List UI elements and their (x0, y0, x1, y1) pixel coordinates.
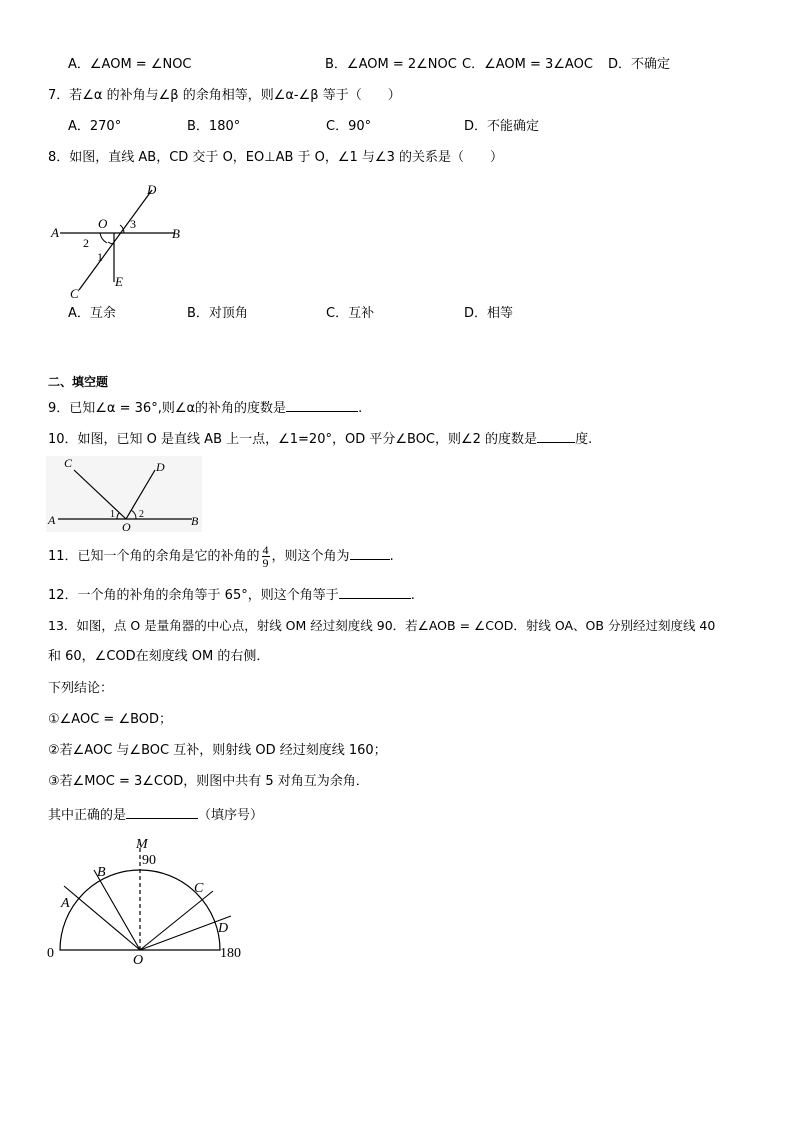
q13-conclusion-2: ②若∠AOC 与∠BOC 互补，则射线 OD 经过刻度线 160； (48, 743, 387, 758)
section-title: 二、填空题 (48, 375, 109, 389)
label-c: C (70, 286, 79, 301)
label-b: B (172, 226, 180, 241)
q13-line-1: 13．如图，点 O 是量角器的中心点，射线 OM 经过刻度线 90．若∠AOB = ∠COD．射线 OA、OB 分别经过刻度线 40 (48, 618, 716, 633)
label-d: D (218, 921, 229, 936)
q8-option-c: C．互补 (326, 306, 375, 321)
q13-answer-hint: （填序号） (198, 808, 264, 823)
q8-option-d: D．相等 (464, 306, 514, 321)
q13-conclusion-3: ③若∠MOC = 3∠COD，则图中共有 5 对角互为余角． (48, 774, 369, 789)
label-e: E (115, 274, 123, 289)
q13-line-2: 和 60，∠COD在刻度线 OM 的右侧． (48, 649, 270, 664)
q7-option-d: D．不能确定 (464, 119, 540, 134)
q10-text: 10．如图，已知 O 是直线 AB 上一点，∠1=20°，OD 平分∠BOC，则∠2 的度数是 (48, 432, 538, 447)
tick-180: 180 (220, 946, 241, 961)
q9-answer-blank[interactable] (286, 398, 358, 412)
label-b: B (97, 865, 106, 880)
label-a: A (48, 513, 56, 527)
q12-answer-blank[interactable] (339, 585, 411, 599)
q7-option-c: C．90° (326, 119, 372, 134)
q8-stem: 8．如图，直线 AB，CD 交于 O，EO⊥AB 于 O，∠1 与∠3 的关系是（ ） (48, 150, 503, 165)
q13-conclusion-1: ①∠AOC = ∠BOD； (48, 712, 173, 727)
label-m: M (136, 837, 148, 852)
label-1: 1 (110, 509, 115, 520)
label-d: D (147, 182, 157, 197)
q11 (48, 542, 394, 572)
label-2: 2 (83, 236, 89, 250)
label-a: A (51, 225, 59, 240)
fraction-four-ninths (262, 544, 270, 569)
label-3: 3 (130, 217, 136, 231)
q7-stem: 7．若∠α 的补角与∠β 的余角相等，则∠α-∠β 等于（ ） (48, 88, 401, 103)
label-c: C (64, 456, 73, 470)
q6-option-b: B．∠AOM = 2∠NOC (325, 57, 457, 72)
q12-end: . (410, 588, 415, 603)
fraction-denominator: 9 (262, 556, 269, 570)
label-o: O (133, 953, 144, 968)
q11-answer-blank[interactable] (350, 546, 390, 560)
q6-option-a: A．∠AOM = ∠NOC (68, 57, 192, 72)
q10-figure (46, 456, 202, 532)
q8-option-a: A．互余 (68, 306, 116, 321)
q9-end: . (358, 401, 363, 416)
q10-answer-blank[interactable] (537, 429, 575, 443)
label-o: O (98, 216, 108, 231)
q10-end: 度. (575, 432, 593, 447)
angle-2-arc (100, 233, 107, 243)
q7-option-a: A．270° (68, 119, 122, 134)
q13-answer-text: 其中正确的是 (48, 808, 127, 823)
q11-text: 11．已知一个角的余角是它的补角的 (48, 549, 260, 564)
q9 (48, 398, 362, 418)
q10 (48, 429, 592, 449)
ray-ob (94, 870, 140, 950)
q11-end: . (389, 549, 394, 564)
label-a: A (61, 896, 70, 911)
label-b: B (191, 514, 199, 528)
label-2: 2 (139, 509, 144, 520)
ray-oa (64, 886, 140, 950)
label-o: O (122, 520, 131, 534)
tick-90: 90 (142, 853, 156, 868)
q9-text: 9．已知∠α = 36°,则∠α的补角的度数是 (48, 401, 287, 416)
q11-text-2: ，则这个角为 (271, 549, 350, 564)
q12-text: 12．一个角的补角的余角等于 65°，则这个角等于 (48, 588, 339, 603)
q13-answer-blank[interactable] (126, 805, 198, 819)
q12 (48, 585, 415, 605)
q13-protractor-figure (44, 834, 254, 966)
label-1: 1 (97, 250, 103, 264)
q13-conclusions-title: 下列结论： (48, 681, 114, 696)
q7-option-b: B．180° (187, 119, 241, 134)
tick-0: 0 (47, 946, 54, 961)
fraction-numerator: 4 (262, 543, 269, 557)
q6-option-c: C．∠AOM = 3∠AOC (462, 57, 593, 72)
label-c: C (194, 881, 204, 896)
q8-figure (46, 178, 186, 301)
q6-option-d: D．不确定 (608, 57, 671, 72)
q13-answer (48, 805, 263, 825)
label-d: D (156, 460, 165, 474)
q8-option-b: B．对顶角 (187, 306, 248, 321)
ray-oc (140, 891, 213, 950)
